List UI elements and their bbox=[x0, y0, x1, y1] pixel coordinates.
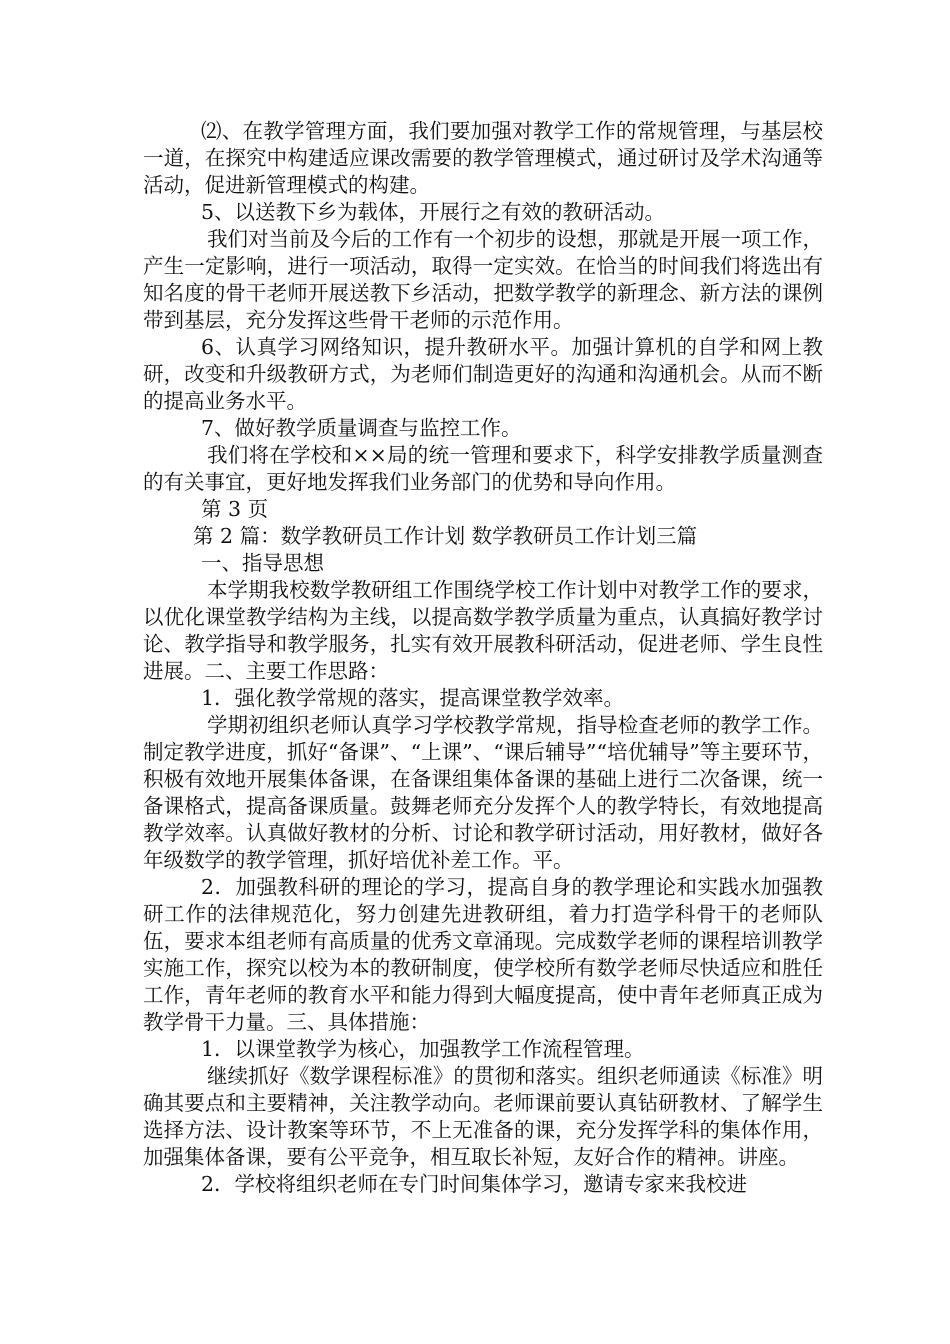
paragraph-measure-2: 2．学校将组织老师在专门时间集体学习，邀请专家来我校进 bbox=[201, 1172, 748, 1196]
paragraph-item-6: 6、认真学习网络知识，提升教研水平。加强计算机的自学和网上教研，改变和升级教研方式，为老师们制造更好的沟通和沟通机会。从而不断的提高业务水平。 bbox=[143, 335, 823, 413]
paragraph-item-7-body: 我们将在学校和××局的统一管理和要求下，科学安排教学质量测查的有关事宜，更好地发挥我们业务部门的优势和导向作用。 bbox=[143, 443, 823, 494]
section-title: 第 2 篇：数学教研员工作计划 数学教研员工作计划三篇 bbox=[193, 524, 698, 548]
page-number: 第 3 页 bbox=[201, 497, 269, 521]
paragraph-guiding-thought-body: 本学期我校数学教研组工作围绕学校工作计划中对教学工作的要求，以优化课堂教学结构为主线，以提高数学教学质量为重点，认真搞好教学讨论、教学指导和教学服务，扎实有效开展教科研活动，促进老师、学生良性进展。二、主要工作思路： bbox=[143, 578, 823, 683]
paragraph-point-2: 2．加强教科研的理论的学习，提高自身的教学理论和实践水加强教研工作的法律规范化，努力创建先进教研组，着力打造学科骨干的老师队伍，要求本组老师有高质量的优秀文章涌现。完成数学老师的课程培训教学实施工作，探究以校为本的教研制度，使学校所有数学老师尽快适应和胜任工作，青年老师的教育水平和能力得到大幅度提高，使中青年老师真正成为教学骨干力量。三、具体措施： bbox=[143, 875, 823, 1034]
paragraph-measure-1-body: 继续抓好《数学课程标准》的贯彻和落实。组织老师通读《标准》明确其要点和主要精神，关注教学动向。老师课前要认真钻研教材、了解学生选择方法、设计教案等环节，不上无准备的课，充分发挥学科的集体作用，加强集体备课，要有公平竞争，相互取长补短，友好合作的精神。讲座。 bbox=[143, 1064, 823, 1169]
document-page bbox=[143, 118, 823, 1198]
paragraph-item-5-body: 我们对当前及今后的工作有一个初步的设想，那就是开展一项工作，产生一定影响，进行一项活动，取得一定实效。在恰当的时间我们将选出有知名度的骨干老师开展送教下乡活动，把数学教学的新理念、新方法的课例带到基层，充分发挥这些骨干老师的示范作用。 bbox=[143, 227, 823, 332]
paragraph-point-1-body: 学期初组织老师认真学习学校教学常规，指导检查老师的教学工作。制定教学进度，抓好“备课”、“上课”、“课后辅导”“培优辅导”等主要环节，积极有效地开展集体备课，在备课组集体备课的基础上进行二次备课，统一备课格式，提高备课质量。鼓舞老师充分发挥个人的教学特长，有效地提高教学效率。认真做好教材的分析、讨论和教学研讨活动，用好教材，做好各年级数学的教学管理，抓好培优补差工作。平。 bbox=[143, 713, 823, 872]
paragraph-measure-1-heading: 1．以课堂教学为核心，加强教学工作流程管理。 bbox=[201, 1037, 645, 1061]
subheading-guiding-thought: 一、指导思想 bbox=[201, 551, 324, 575]
paragraph-point-1-heading: 1．强化教学常规的落实，提高课堂教学效率。 bbox=[201, 686, 625, 710]
paragraph-teaching-management: ⑵、在教学管理方面，我们要加强对教学工作的常规管理，与基层校一道，在探究中构建适应课改需要的教学管理模式，通过研讨及学术沟通等活动，促进新管理模式的构建。 bbox=[143, 119, 823, 197]
paragraph-item-5-heading: 5、以送教下乡为载体，开展行之有效的教研活动。 bbox=[201, 200, 666, 224]
paragraph-item-7-heading: 7、做好教学质量调查与监控工作。 bbox=[201, 416, 522, 440]
